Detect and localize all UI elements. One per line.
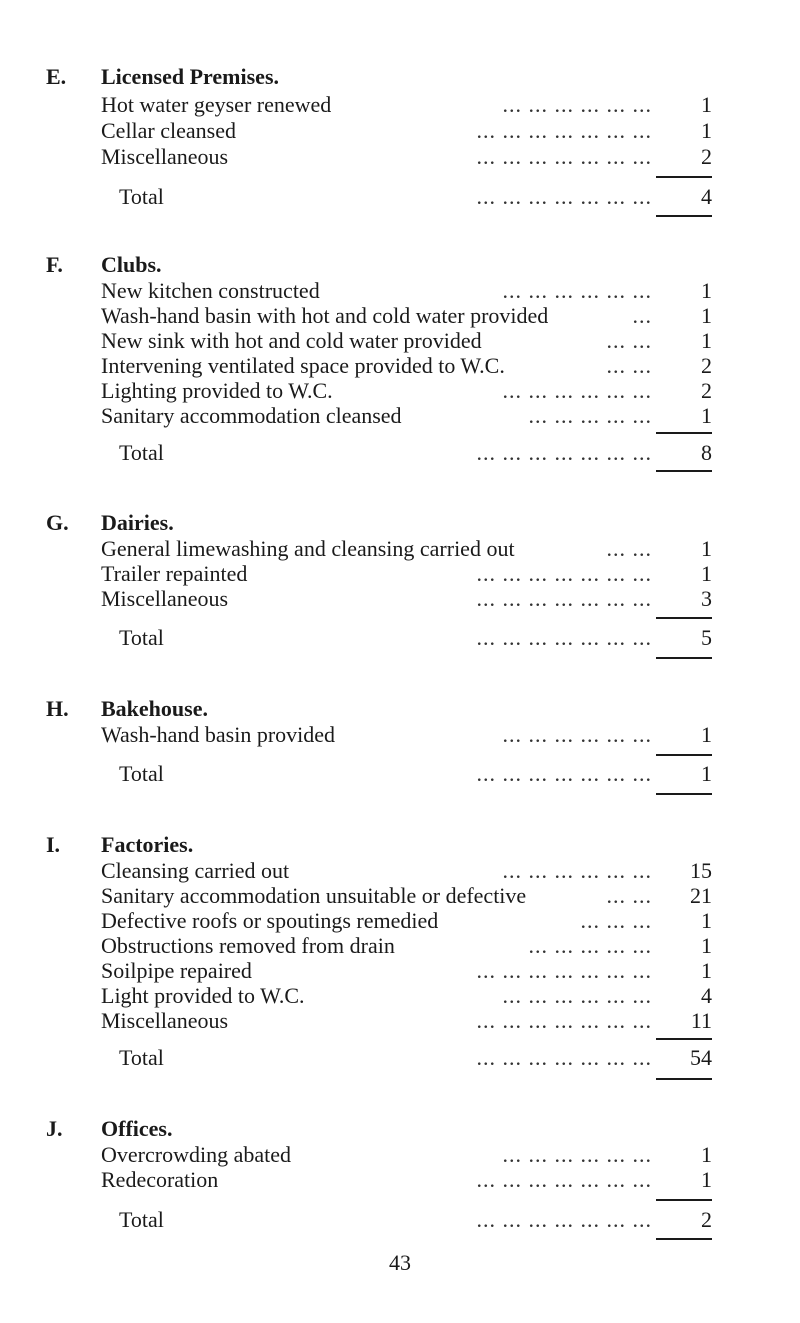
total-row [101, 440, 712, 466]
item-row [101, 92, 712, 118]
leader-dots: ... ... ... ... ... ... ... [476, 118, 652, 143]
item-count: 1 [701, 958, 712, 983]
subtotal-rule [656, 754, 712, 756]
item-row [101, 328, 712, 354]
total-rule [656, 470, 712, 472]
leader-dots: ... ... ... ... ... ... ... [476, 586, 652, 611]
item-row [101, 536, 712, 562]
subtotal-rule [656, 432, 712, 434]
leader-dots: ... ... ... [580, 908, 652, 933]
item-row [101, 908, 712, 934]
total-count: 1 [701, 761, 712, 786]
item-count: 1 [701, 403, 712, 428]
section-title: Offices. [101, 1116, 173, 1141]
total-label: Total [119, 184, 164, 209]
item-count: 1 [701, 278, 712, 303]
leader-dots: ... ... ... ... ... ... ... [476, 440, 652, 465]
leader-dots: ... ... ... ... ... [528, 403, 652, 428]
item-label: Trailer repainted [101, 561, 248, 586]
total-row [101, 184, 712, 210]
leader-dots: ... ... ... ... ... ... ... [476, 1008, 652, 1033]
item-count: 11 [690, 1008, 712, 1033]
item-label: Wash-hand basin provided [101, 722, 336, 747]
total-label: Total [119, 625, 164, 650]
leader-dots: ... ... ... ... ... ... [502, 278, 652, 303]
item-row [101, 118, 712, 144]
item-row [101, 722, 712, 748]
total-rule [656, 1238, 712, 1240]
total-row [101, 761, 712, 787]
leader-dots: ... ... ... ... ... ... [502, 92, 652, 117]
leader-dots: ... ... ... ... ... ... ... [476, 144, 652, 169]
total-rule [656, 657, 712, 659]
item-label: Intervening ventilated space provided to W.C. [101, 353, 505, 378]
item-row [101, 958, 712, 984]
leader-dots: ... ... ... ... ... ... ... [476, 561, 652, 586]
item-count: 1 [701, 536, 712, 561]
item-count: 1 [701, 561, 712, 586]
leader-dots: ... ... [606, 536, 652, 561]
leader-dots: ... ... ... ... ... ... [502, 722, 652, 747]
item-count: 15 [690, 858, 712, 883]
item-row [101, 561, 712, 587]
item-count: 1 [701, 908, 712, 933]
item-label: Miscellaneous [101, 1008, 229, 1033]
item-count: 1 [701, 1142, 712, 1167]
item-label: Sanitary accommodation unsuitable or defective [101, 883, 527, 908]
item-row [101, 858, 712, 884]
item-count: 4 [701, 983, 712, 1008]
total-label: Total [119, 440, 164, 465]
section-letter: I. [46, 832, 61, 857]
section-letter: F. [46, 252, 63, 277]
section-letter: J. [46, 1116, 63, 1141]
item-count: 1 [701, 328, 712, 353]
section-letter: H. [46, 696, 69, 721]
item-label: Lighting provided to W.C. [101, 378, 333, 403]
item-count: 1 [701, 92, 712, 117]
item-label: Miscellaneous [101, 144, 229, 169]
total-count: 2 [701, 1207, 712, 1232]
leader-dots: ... ... [606, 328, 652, 353]
item-count: 21 [690, 883, 712, 908]
item-count: 1 [701, 1167, 712, 1192]
section-title: Bakehouse. [101, 696, 208, 721]
total-rule [656, 1078, 712, 1080]
leader-dots: ... [632, 303, 652, 328]
section-letter: E. [46, 64, 67, 89]
subtotal-rule [656, 176, 712, 178]
page-number: 43 [389, 1250, 411, 1275]
leader-dots: ... ... [606, 353, 652, 378]
subtotal-rule [656, 1038, 712, 1040]
leader-dots: ... ... ... ... ... ... [502, 858, 652, 883]
item-row [101, 144, 712, 170]
item-row [101, 586, 712, 612]
total-count: 5 [701, 625, 712, 650]
leader-dots: ... ... ... ... ... ... [502, 378, 652, 403]
item-label: Light provided to W.C. [101, 983, 305, 1008]
section-letter: G. [46, 510, 69, 535]
item-row [101, 353, 712, 379]
leader-dots: ... ... ... ... ... ... ... [476, 1167, 652, 1192]
item-row [101, 378, 712, 404]
item-label: Miscellaneous [101, 586, 229, 611]
total-label: Total [119, 761, 164, 786]
item-label: Sanitary accommodation cleansed [101, 403, 402, 428]
item-row [101, 933, 712, 959]
item-row [101, 1167, 712, 1193]
item-count: 1 [701, 118, 712, 143]
section-title: Clubs. [101, 252, 162, 277]
leader-dots: ... ... [606, 883, 652, 908]
item-row [101, 303, 712, 329]
total-rule [656, 215, 712, 217]
total-rule [656, 793, 712, 795]
subtotal-rule [656, 1199, 712, 1201]
section-title: Dairies. [101, 510, 174, 535]
item-label: Overcrowding abated [101, 1142, 291, 1167]
item-label: Soilpipe repaired [101, 958, 252, 983]
section-title: Licensed Premises. [101, 64, 280, 89]
leader-dots: ... ... ... ... ... ... [502, 1142, 652, 1167]
item-label: New kitchen constructed [101, 278, 320, 303]
item-label: Cellar cleansed [101, 118, 236, 143]
item-row [101, 883, 712, 909]
leader-dots: ... ... ... ... ... [528, 933, 652, 958]
total-label: Total [119, 1207, 164, 1232]
section-title: Factories. [101, 832, 194, 857]
item-row [101, 278, 712, 304]
item-label: Redecoration [101, 1167, 219, 1192]
leader-dots: ... ... ... ... ... ... ... [476, 625, 652, 650]
total-label: Total [119, 1045, 164, 1070]
item-count: 2 [701, 144, 712, 169]
item-count: 1 [701, 303, 712, 328]
item-label: Hot water geyser renewed [101, 92, 332, 117]
total-count: 4 [701, 184, 712, 209]
total-row [101, 1045, 712, 1071]
item-label: Obstructions removed from drain [101, 933, 395, 958]
item-count: 1 [701, 722, 712, 747]
item-row [101, 1008, 712, 1034]
item-count: 2 [701, 378, 712, 403]
total-row [101, 625, 712, 651]
item-count: 3 [701, 586, 712, 611]
item-label: Defective roofs or spoutings remedied [101, 908, 439, 933]
subtotal-rule [656, 617, 712, 619]
leader-dots: ... ... ... ... ... ... ... [476, 184, 652, 209]
item-row [101, 403, 712, 429]
leader-dots: ... ... ... ... ... ... ... [476, 958, 652, 983]
leader-dots: ... ... ... ... ... ... ... [476, 761, 652, 786]
item-count: 2 [701, 353, 712, 378]
item-label: New sink with hot and cold water provided [101, 328, 482, 353]
leader-dots: ... ... ... ... ... ... ... [476, 1045, 652, 1070]
total-count: 54 [690, 1045, 712, 1070]
item-row [101, 983, 712, 1009]
leader-dots: ... ... ... ... ... ... [502, 983, 652, 1008]
item-row [101, 1142, 712, 1168]
item-count: 1 [701, 933, 712, 958]
total-row [101, 1207, 712, 1233]
total-count: 8 [701, 440, 712, 465]
item-label: Wash-hand basin with hot and cold water provided [101, 303, 549, 328]
leader-dots: ... ... ... ... ... ... ... [476, 1207, 652, 1232]
item-label: General limewashing and cleansing carried out [101, 536, 515, 561]
item-label: Cleansing carried out [101, 858, 290, 883]
